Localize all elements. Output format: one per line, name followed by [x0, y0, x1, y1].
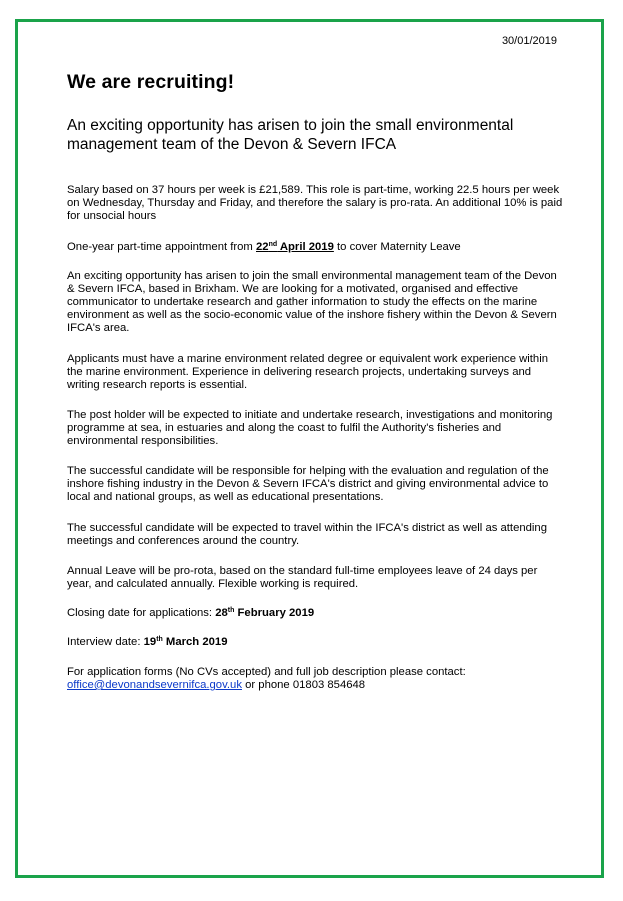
closing-date-value [215, 607, 314, 619]
travel-paragraph: The successful candidate will be expected to travel within the IFCA's district as well as attending meetings and conferences around the country. [67, 522, 547, 547]
closing-date-label: Closing date for applications: [67, 607, 216, 619]
contact-phone: or phone 01803 854648 [241, 679, 366, 691]
salary-paragraph: Salary based on 37 hours per week is £21,589. This role is part-time, working 22.5 hours per week on Wednesday, Thursday and Friday, and therefore the salary is pro-rata. An additional 10% is paid for unsocial hours [67, 184, 563, 222]
appointment-day: 22 [256, 241, 269, 253]
closing-month-year: February 2019 [234, 607, 315, 619]
interview-date-paragraph [67, 636, 564, 649]
page-title: We are recruiting! [67, 71, 235, 93]
interview-date-label: Interview date: [67, 636, 144, 648]
interview-month-year: March 2019 [162, 636, 228, 648]
duties-paragraph: The post holder will be expected to initiate and undertake research, investigations and monitoring programme at sea, in estuaries and along the coast to fulfil the Authority's fisheries and environmental responsibilities. [67, 409, 553, 447]
responsibilities-paragraph: The successful candidate will be responsible for helping with the evaluation and regulation of the inshore fishing industry in the Devon & Severn IFCA's district and giving environmental advice to local and national groups, as well as educational presentations. [67, 465, 549, 503]
leave-paragraph: Annual Leave will be pro-rota, based on the standard full-time employees leave of 24 days per year, and calculated annually. Flexible working is required. [67, 565, 538, 590]
interview-day: 19 [143, 636, 157, 648]
contact-text: For application forms (No CVs accepted) and full job description please contact: [67, 666, 466, 678]
appointment-paragraph [67, 241, 564, 254]
appointment-month-year: April 2019 [277, 241, 334, 253]
contact-paragraph [67, 666, 564, 692]
requirements-paragraph: Applicants must have a marine environment related degree or equivalent work experience within the marine environment. Experience in delivering research projects, undertaking surveys and writing research reports is essential. [67, 353, 549, 391]
appointment-prefix: One-year part-time appointment from [67, 241, 256, 253]
appointment-day-suffix: nd [268, 241, 278, 248]
contact-email-link[interactable]: office@devonandsevernifca.gov.uk [67, 679, 242, 691]
document-date: 30/01/2019 [501, 35, 557, 47]
closing-day-suffix: th [227, 607, 235, 614]
interview-day-suffix: th [156, 636, 163, 643]
role-paragraph: An exciting opportunity has arisen to join the small environmental management team of the Devon & Severn IFCA, based in Brixham. We are looking for a motivated, organised and effective communicator to undertake research and gather information to study the effects on the marine environment as well as the socio-economic value of the inshore fishery within the Devon & Severn IFCA's area. [67, 270, 557, 334]
appointment-suffix: to cover Maternity Leave [333, 241, 461, 253]
closing-date-paragraph [67, 607, 564, 620]
interview-date-value [144, 636, 228, 648]
appointment-date [256, 241, 334, 253]
page-subtitle: An exciting opportunity has arisen to join the small environmental management team of the Devon & Severn IFCA [67, 117, 514, 153]
closing-day: 28 [215, 607, 228, 619]
